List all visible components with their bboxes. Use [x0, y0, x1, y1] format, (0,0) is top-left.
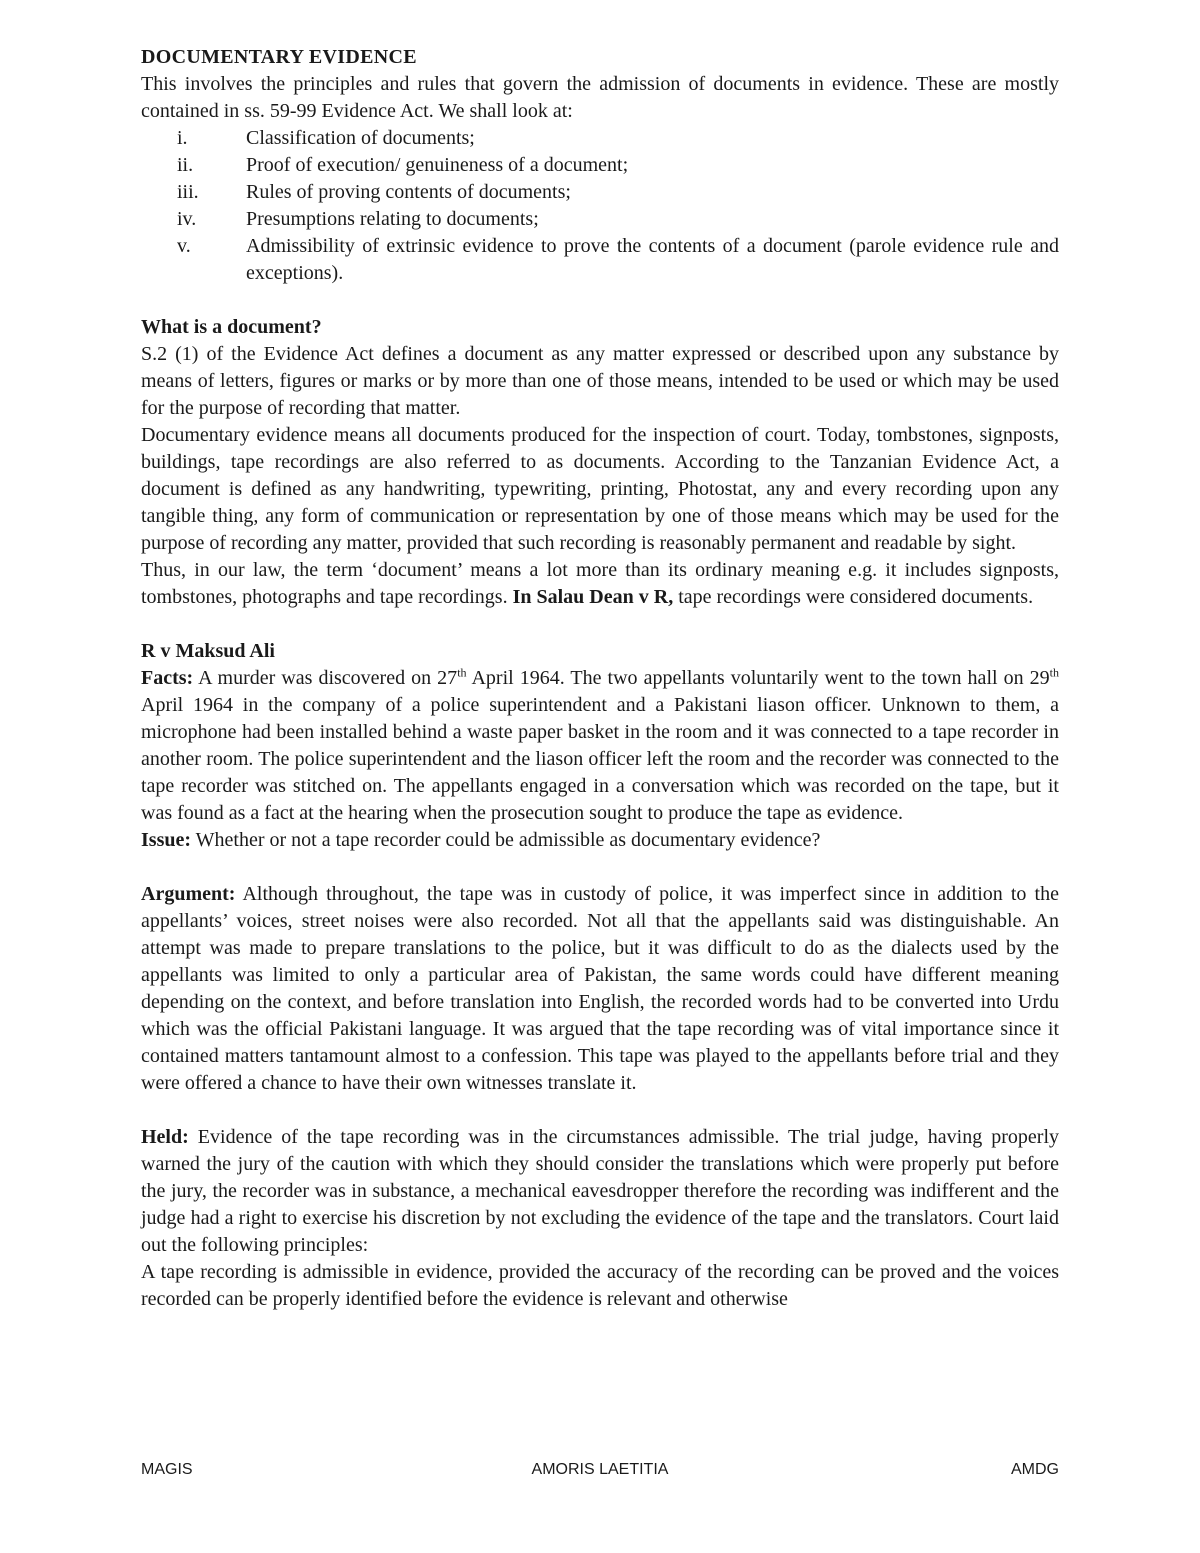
list-item — [141, 179, 1059, 206]
list-item — [141, 233, 1059, 287]
section-heading: What is a document? — [141, 316, 322, 338]
ordinal-suffix: th — [457, 665, 467, 680]
paragraph-text: tape recordings were considered documents. — [673, 586, 1034, 608]
paragraph-text: Although throughout, the tape was in custody of police, it was imperfect since in addition to the appellants’ voices, street noises were also recorded. Not all that the appellants said was distinguishable. An attempt was made to prepare translations to the police, but it was difficult to do as the dialects used by the appellants was limited to only a particular area of Pakistan, the same words could have different meaning depending on the context, and before translation into English, the recorded words had to be converted into Urdu which was the official Pakistani language. It was argued that the tape recording was of vital importance since it contained matters tantamount almost to a confession. This tape was played to the appellants before trial and they were offered a chance to have their own witnesses translate it. — [141, 883, 1059, 1094]
issue-paragraph — [141, 827, 1059, 854]
list-item-text: Presumptions relating to documents; — [246, 208, 539, 230]
paragraph-text: Whether or not a tape recorder could be admissible as documentary evidence? — [191, 829, 821, 851]
list-item-number: i. — [177, 127, 188, 149]
held-paragraph — [141, 1124, 1059, 1259]
paragraph-text: A murder was discovered on 27 — [193, 667, 458, 689]
list-item-number: iv. — [177, 208, 197, 230]
document-page — [141, 44, 1059, 1313]
list-item-text: Classification of documents; — [246, 127, 475, 149]
list-item-text: Proof of execution/ genuineness of a document; — [246, 154, 629, 176]
paragraph-text: Evidence of the tape recording was in the circumstances admissible. The trial judge, having properly warned the jury of the caution with which they should consider the translations which were properly put before the jury, the recorder was in substance, a mechanical eavesdropper therefore the recording was indifferent and the judge had a right to exercise his discretion by not excluding the evidence of the tape and the translators. Court laid out the following principles: — [141, 1126, 1059, 1256]
list-item-text: Admissibility of extrinsic evidence to prove the contents of a document (parole evidence rule and exceptions). — [246, 235, 1059, 284]
case-citation: In Salau Dean v R, — [512, 586, 674, 608]
list-item — [141, 125, 1059, 152]
argument-label: Argument: — [141, 883, 236, 905]
intro-paragraph: This involves the principles and rules that govern the admission of documents in evidence. These are mostly contained in ss. 59-99 Evidence Act. We shall look at: — [141, 73, 1059, 122]
held-label: Held: — [141, 1126, 189, 1148]
footer-center: AMORIS LAETITIA — [531, 1461, 669, 1478]
list-item-number: ii. — [177, 154, 194, 176]
argument-paragraph — [141, 881, 1059, 1097]
footer-right: AMDG — [1011, 1461, 1059, 1478]
paragraph-text: April 1964 in the company of a police superintendent and a Pakistani liason officer. Unknown to them, a microphone had been installed behind a waste paper basket in the room and it was connected to a tape recorder in another room. The police superintendent and the liason officer left the room and the recorder was connected to the tape recorder was stitched on. The appellants engaged in a conversation which was recorded on the tape, but it was found as a fact at the hearing when the prosecution sought to produce the tape as evidence. — [141, 694, 1059, 824]
footer-left: MAGIS — [141, 1461, 193, 1478]
list-item-number: v. — [177, 235, 191, 257]
paragraph-text: Thus, in our law, the term ‘document’ means a lot more than its ordinary meaning e.g. it includes signposts, tombstones, photographs and tape recordings. — [141, 559, 1059, 608]
list-item-text: Rules of proving contents of documents; — [246, 181, 571, 203]
page-footer — [141, 1461, 1059, 1485]
document-title: DOCUMENTARY EVIDENCE — [141, 46, 417, 68]
list-item — [141, 152, 1059, 179]
facts-label: Facts: — [141, 667, 194, 689]
topics-list — [141, 125, 1059, 287]
case-heading: R v Maksud Ali — [141, 640, 275, 662]
ordinal-suffix: th — [1049, 665, 1059, 680]
paragraph-text: April 1964. The two appellants voluntarily went to the town hall on 29 — [466, 667, 1050, 689]
list-item — [141, 206, 1059, 233]
facts-paragraph — [141, 665, 1059, 827]
issue-label: Issue: — [141, 829, 192, 851]
list-item-number: iii. — [177, 181, 199, 203]
principle-paragraph: A tape recording is admissible in evidence, provided the accuracy of the recording can be proved and the voices recorded can be properly identified before the evidence is relevant and otherwise — [141, 1261, 1059, 1310]
documentary-evidence-paragraph: Documentary evidence means all documents produced for the inspection of court. Today, tombstones, signposts, buildings, tape recordings are also referred to as documents. According to the Tanzanian Evidence Act, a document is defined as any handwriting, typewriting, printing, Photostat, any and every recording upon any tangible thing, any form of communication or representation by one of those means which may be used for the purpose of recording any matter, provided that such recording is reasonably permanent and readable by sight. — [141, 424, 1059, 554]
document-meaning-paragraph — [141, 557, 1059, 611]
definition-paragraph: S.2 (1) of the Evidence Act defines a document as any matter expressed or described upon any substance by means of letters, figures or marks or by more than one of those means, intended to be used or which may be used for the purpose of recording that matter. — [141, 343, 1059, 419]
